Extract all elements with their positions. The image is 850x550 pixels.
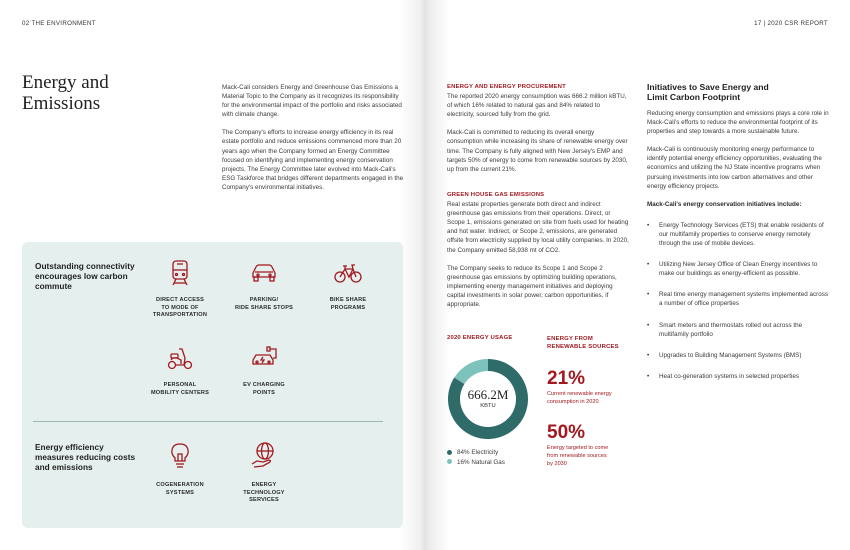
label-line: PARKING/	[249, 297, 279, 303]
label-line: BIKE SHARE	[329, 297, 367, 303]
label-line: TRANSPORTATION	[152, 312, 208, 319]
label-line: ENERGY	[251, 482, 277, 488]
heading-line: ENERGY FROM	[547, 336, 593, 342]
page-number-header: 17 | 2020 CSR REPORT	[754, 20, 828, 27]
section-header: 02 THE ENVIRONMENT	[22, 20, 96, 27]
connectivity-item	[239, 258, 289, 293]
caption-line: Energy targeted to come	[547, 445, 609, 451]
connectivity-label	[224, 297, 304, 312]
renewable-heading	[547, 335, 619, 351]
list-item: • Smart meters and thermostats rolled out across the multifamily portfolio	[647, 321, 829, 339]
procurement-paragraph: Mack-Cali is committed to reducing its overall energy consumption while increasing its share of renewable energy over time. The Company is fully aligned with New Jersey's EMP and targets 50% of energy to come from renewable sources by 2030, up from the current 21%.	[447, 129, 628, 173]
lightbulb-icon	[165, 440, 195, 470]
list-item: • Real time energy management systems implemented across a number of office properties	[647, 290, 829, 308]
label-line: PERSONAL	[163, 382, 197, 388]
label-line: SERVICES	[249, 497, 279, 504]
caption-line: from renewable sources	[547, 453, 607, 459]
scooter-icon	[165, 343, 195, 373]
list-item: • Utilizing New Jersey Office of Clean Energy incentives to make our buildings as energy-efficient as possible.	[647, 260, 829, 278]
renewable-target-value: 50%	[547, 422, 586, 443]
efficiency-item	[155, 440, 205, 475]
legend-item	[447, 458, 505, 468]
page-title-line2: Emissions	[22, 93, 101, 114]
label-line: DIRECT ACCESS	[155, 297, 205, 303]
usage-heading: 2020 ENERGY USAGE	[447, 335, 513, 341]
ghg-paragraph: The Company seeks to reduce its Scope 1 and Scope 2 greenhouse gas emissions by optimizing building operations, implementing energy management initiatives and deploying capital investments in solar power, carbon opportunities, if appropriate.	[447, 264, 617, 309]
legend-item	[447, 448, 505, 458]
initiatives-list-heading: Mack-Cali's energy conservation initiatives include:	[647, 200, 802, 208]
heading-line: Limit Carbon Footprint	[647, 92, 741, 102]
label-line: TECHNOLOGY	[243, 489, 285, 496]
list-item: • Upgrades to Building Management Systems (BMS)	[647, 351, 829, 360]
renewable-current-caption	[547, 390, 612, 406]
globe-hand-icon	[249, 440, 279, 470]
connectivity-item	[155, 343, 205, 378]
legend-swatch	[447, 450, 452, 455]
label-line: PROGRAMS	[330, 304, 366, 311]
list-item: • Energy Technology Services (ETS) that enable residents of our multifamily properties to conserve energy remotely through the use of mobile devices.	[647, 221, 829, 248]
intro-paragraph: The Company's efforts to increase energy efficiency in its real estate portfolio and reduce emissions commenced more than 20 years ago when the Company formed an Energy Committee focused on identifying and implementing energy conservation projects. The Energy Committee later evolved into Mack-Cali's ESG Taskforce that bridges different departments engaged in the Company's environmental initiatives.	[222, 129, 404, 191]
ev-charging-icon	[249, 343, 279, 373]
connectivity-item	[155, 258, 205, 293]
bicycle-icon	[333, 258, 363, 288]
caption-line: consumption in 2020	[547, 399, 599, 405]
caption-line: Current renewable energy	[547, 391, 612, 397]
legend-label: 84% Electricity	[457, 449, 499, 456]
page-gutter	[400, 0, 450, 550]
procurement-paragraph: The reported 2020 energy consumption was 666.2 million kBTU, of which 16% related to natural gas and 84% related to electricity, sourced fully from the grid.	[447, 93, 627, 119]
renewable-target-caption	[547, 444, 608, 468]
page-title-line1: Energy and	[22, 72, 109, 93]
label-line: SYSTEMS	[165, 489, 195, 496]
donut-center	[447, 388, 529, 411]
renewable-current-value: 21%	[547, 368, 586, 389]
procurement-section	[447, 83, 629, 183]
train-icon	[165, 258, 195, 288]
ghg-section	[447, 191, 629, 318]
connectivity-item	[239, 343, 289, 378]
connectivity-label	[224, 382, 304, 397]
connectivity-label	[308, 297, 388, 312]
efficiency-heading: Energy efficiency measures reducing costs and emissions	[35, 442, 136, 472]
procurement-heading: ENERGY AND ENERGY PROCUREMENT	[447, 84, 566, 90]
efficiency-label	[224, 482, 304, 505]
usage-legend	[447, 448, 505, 467]
car-icon	[249, 258, 279, 288]
connectivity-label	[140, 382, 220, 397]
list-item: • Heat co-generation systems in selected properties	[647, 372, 829, 381]
initiatives-paragraph: Reducing energy consumption and emissions plays a core role in Mack-Cali's efforts to reduce the environmental footprint of its properties and step towards a more sustainable future.	[647, 110, 829, 136]
connectivity-heading: Outstanding connectivity encourages low carbon commute	[35, 261, 135, 291]
legend-swatch	[447, 459, 452, 464]
label-line: TO MODE OF	[161, 304, 199, 311]
intro-text	[222, 83, 404, 201]
label-line: RIDE SHARE STOPS	[234, 304, 294, 311]
initiatives-paragraph: Mack-Cali is continuously monitoring energy performance to identify potential energy efficiency opportunities, evaluating the economics and utilizing the NJ State incentive programs when pursuing investments into low carbon alternatives and other energy efficiency projects.	[647, 146, 822, 190]
ghg-paragraph: Real estate properties generate both direct and indirect greenhouse gas emissions from their operations. Direct, or Scope 1, emissions generated on site from fuels used for heating and hot water. Indirect, or Scope 2, emissions, are generated offsite from electricity supplied by local utility companies. In 2020, the Company emitted 58,938 mt of CO2.	[447, 201, 629, 254]
donut-slice-natural-gas	[459, 365, 488, 381]
connectivity-item	[323, 258, 373, 293]
initiatives-list	[647, 221, 829, 381]
donut-center-value: 666.2M	[467, 387, 509, 402]
legend-label: 16% Natural Gas	[457, 458, 505, 466]
label-line: COGENERATION	[156, 482, 204, 488]
intro-paragraph: Mack-Cali considers Energy and Greenhouse Gas Emissions a Material Topic to the Company as it recognizes its responsibility for the environmental impact of the portfolio and risks associated with climate change.	[222, 84, 402, 119]
initiatives-text	[647, 109, 829, 393]
label-line: EV CHARGING	[243, 382, 285, 388]
connectivity-label	[140, 297, 220, 320]
heading-line: Initiatives to Save Energy and	[647, 82, 769, 92]
label-line: POINTS	[252, 389, 276, 396]
donut-center-unit: KBTU	[480, 403, 496, 409]
panel-divider	[33, 421, 383, 422]
page-title	[22, 72, 109, 114]
caption-line: by 2030	[547, 461, 567, 467]
efficiency-item	[239, 440, 289, 475]
ghg-heading: GREEN HOUSE GAS EMISSIONS	[447, 192, 545, 198]
efficiency-label	[140, 482, 220, 497]
initiatives-heading	[647, 82, 827, 102]
heading-line: RENEWABLE SOURCES	[547, 344, 619, 350]
label-line: MOBILITY CENTERS	[150, 389, 210, 396]
